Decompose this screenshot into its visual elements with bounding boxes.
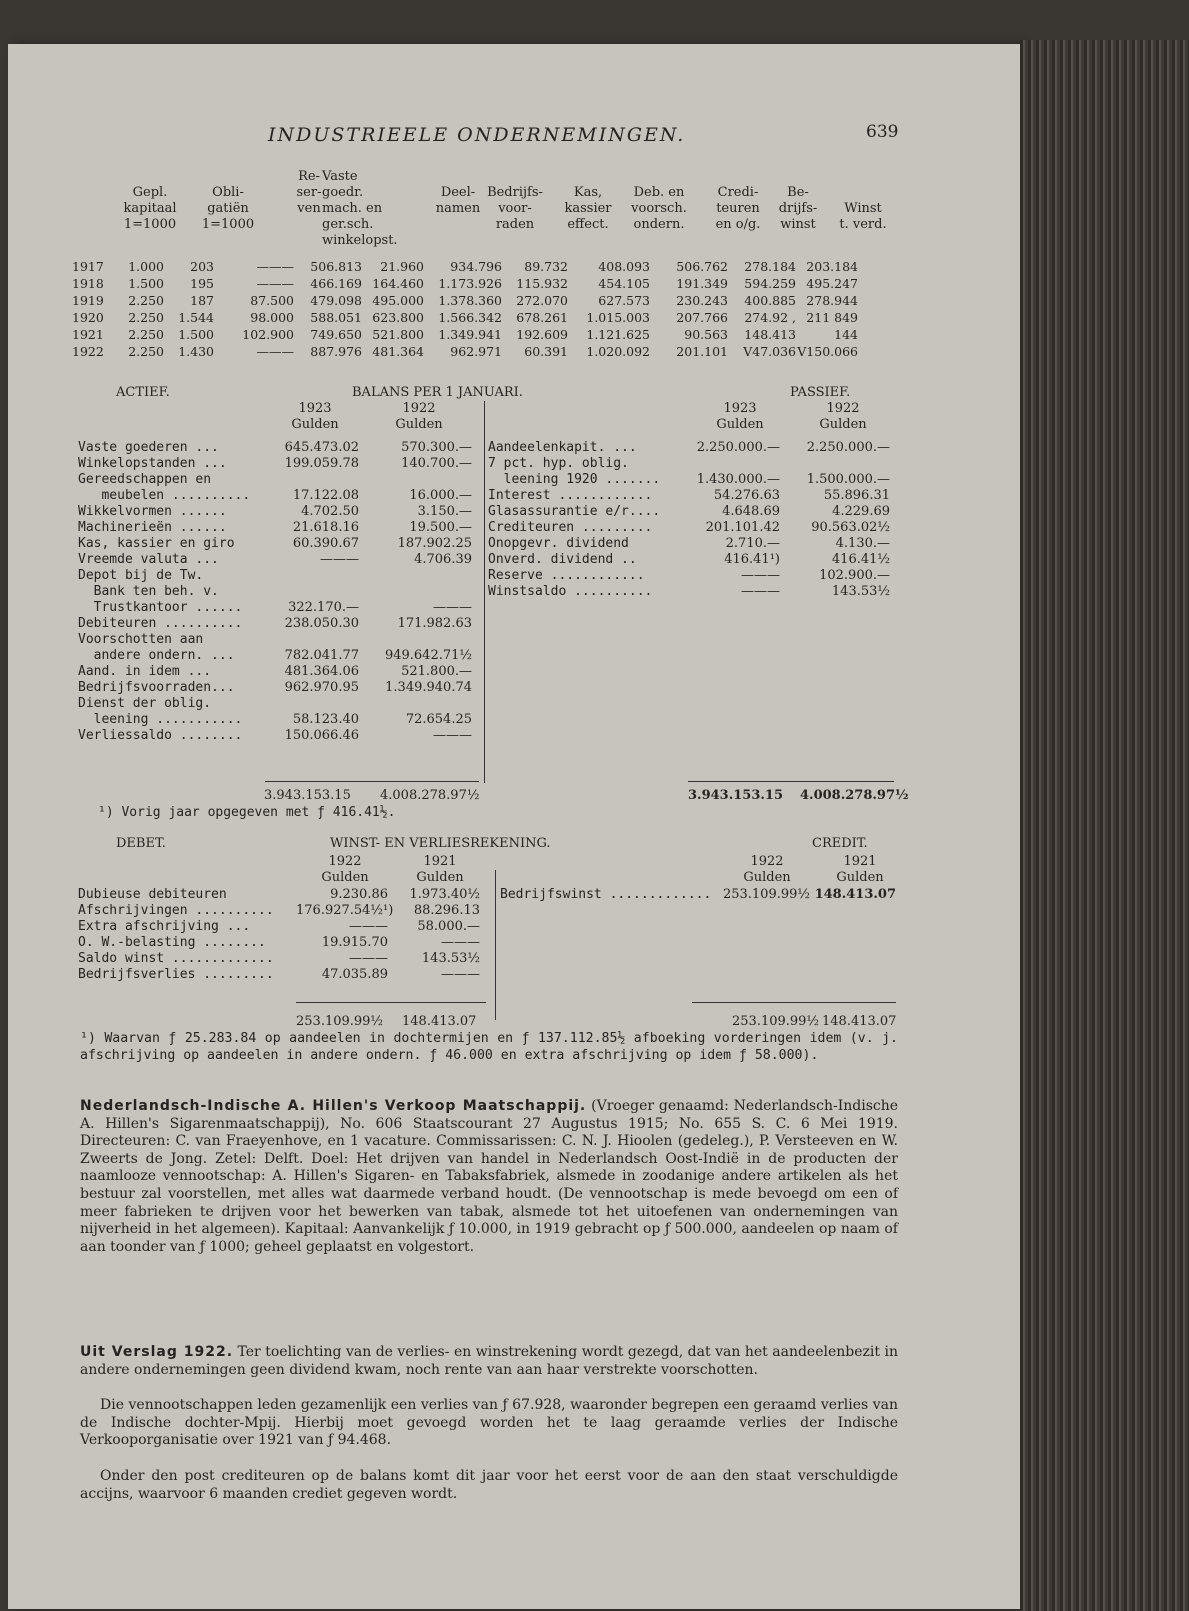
- actief-row-value: 4.706.39: [414, 552, 472, 567]
- stats-col-header: Deel- namen: [435, 185, 481, 216]
- actief-row-label: Dienst der oblig.: [78, 696, 212, 711]
- page-number: 639: [866, 122, 899, 142]
- stats-value-cell: V47.036: [743, 344, 796, 359]
- actief-row-value: 481.364.06: [284, 664, 359, 679]
- passief-row-value: 2.710.—: [725, 536, 780, 551]
- actief-row-value: 645.473.02: [284, 440, 359, 455]
- stats-row: [72, 275, 858, 292]
- passief-row-value: 90.563.02½: [811, 520, 890, 535]
- passief-row-label: Winstsaldo ..........: [488, 584, 653, 599]
- actief-row-value: 962.970.95: [284, 680, 359, 695]
- wv-total-1922-credit: 253.109.99½: [732, 1014, 820, 1029]
- passief-row-value: 4.648.69: [722, 504, 780, 519]
- stats-value-cell: ———: [256, 344, 294, 359]
- stats-col-header: Gepl. kapitaal 1=1000: [123, 185, 177, 232]
- passief-row-value: ———: [741, 568, 780, 583]
- stats-value-cell: 1.566.342: [438, 310, 502, 325]
- debet-row-label: Saldo winst .............: [78, 951, 274, 966]
- passief-row-label: Onopgevr. dividend: [488, 536, 629, 551]
- stats-row: [72, 326, 858, 343]
- stats-value-cell: 1.020.092: [586, 344, 650, 359]
- unit-header: Gulden: [291, 417, 339, 432]
- stats-value-cell: 481.364: [372, 344, 424, 359]
- actief-row-value: 187.902.25: [397, 536, 472, 551]
- stats-value-cell: 749.650: [310, 327, 362, 342]
- passief-heading: PASSIEF.: [790, 385, 851, 400]
- actief-row-value: 60.390.67: [292, 536, 359, 551]
- debet-row-value: 176.927.54½¹): [296, 903, 394, 918]
- passief-row-label: Glasassurantie e/r....: [488, 504, 661, 519]
- debet-row-value: 1.973.40½: [409, 887, 480, 902]
- year-header: 1922: [750, 854, 784, 869]
- unit-header: Gulden: [416, 870, 464, 885]
- stats-value-cell: 627.573: [598, 293, 650, 308]
- unit-header: Gulden: [836, 870, 884, 885]
- stats-value-cell: 623.800: [372, 310, 424, 325]
- actief-row-label: Gereedschappen en: [78, 472, 212, 487]
- actief-labels: [78, 440, 273, 744]
- unit-header: Gulden: [716, 417, 764, 432]
- total-rule: [692, 1002, 896, 1003]
- debet-row-value: ———: [441, 967, 480, 982]
- passief-labels: [488, 440, 683, 600]
- stats-value-cell: 466.169: [310, 276, 362, 291]
- stats-value-cell: 2.250: [128, 293, 164, 308]
- verslag-paragraph-3: Onder den post crediteuren op de balans komt dit jaar voor het eerst voor de aan den staat verschuldigde accijns, waarvoor 6 maanden crediet gegeven wordt.: [80, 1468, 898, 1502]
- actief-row-label: Kas, kassier en giro: [78, 536, 235, 551]
- wv-total-1921: 148.413.07: [402, 1014, 477, 1029]
- passief-row-value: 2.250.000.—: [806, 440, 890, 455]
- passief-row-value: 416.41½: [831, 552, 890, 567]
- stats-row: [72, 343, 858, 360]
- statistics-table: [72, 258, 858, 360]
- actief-row-value: ———: [433, 600, 472, 615]
- stats-value-cell: 2.250: [128, 310, 164, 325]
- stats-col-header: Re- ser- ven: [296, 169, 322, 216]
- actief-row-label: Wikkelvormen ......: [78, 504, 227, 519]
- stats-value-cell: 192.609: [516, 327, 568, 342]
- passief-row-label: Reserve ............: [488, 568, 645, 583]
- stats-value-cell: 1.500: [178, 327, 214, 342]
- actief-row-label: Voorschotten aan: [78, 632, 204, 647]
- stats-value-cell: 479.098: [310, 293, 362, 308]
- balans-footnote: ¹) Vorig jaar opgegeven met ƒ 416.41½.: [98, 805, 396, 820]
- actief-row-value: ———: [320, 552, 359, 567]
- stats-value-cell: 408.093: [598, 259, 650, 274]
- actief-row-label: Vaste goederen ...: [78, 440, 219, 455]
- year-header: 1923: [723, 401, 757, 416]
- stats-value-cell: 164.460: [372, 276, 424, 291]
- wv-footnote: ¹) Waarvan ƒ 25.283.84 op aandeelen in dochtermijen en ƒ 137.112.85½ afboeking vorderingen idem (v. j. afschrijving op aandeelen in andere ondern. ƒ 46.000 en extra afschrijving op idem ƒ 58.000).: [80, 1031, 898, 1063]
- debet-heading: DEBET.: [116, 836, 166, 851]
- passief-row-value: 2.250.000.—: [696, 440, 780, 455]
- stats-value-cell: 89.732: [524, 259, 568, 274]
- stats-value-cell: 506.762: [676, 259, 728, 274]
- stats-row: [72, 292, 858, 309]
- stats-value-cell: 887.976: [310, 344, 362, 359]
- stats-col-header: Winst t. verd.: [839, 201, 887, 232]
- actief-row-value: 521.800.—: [401, 664, 472, 679]
- actief-row-label: Bedrijfsvoorraden...: [78, 680, 235, 695]
- year-header: 1923: [298, 401, 332, 416]
- debet-values-1921: [396, 887, 480, 983]
- debet-row-value: 19.915.70: [321, 935, 388, 950]
- passief-row-value: 54.276.63: [713, 488, 780, 503]
- stats-value-cell: 506.813: [310, 259, 362, 274]
- actief-row-label: leening ...........: [78, 712, 243, 727]
- actief-row-value: 16.000.—: [409, 488, 472, 503]
- passief-row-value: ———: [741, 584, 780, 599]
- actief-row-value: [376, 584, 472, 600]
- stats-row: [72, 309, 858, 326]
- stats-value-cell: 203: [190, 259, 214, 274]
- credit-label: Bedrijfswinst .............: [500, 887, 712, 902]
- unit-header: Gulden: [321, 870, 369, 885]
- stats-value-cell: 115.932: [516, 276, 568, 291]
- stats-value-cell: 278.944: [806, 293, 858, 308]
- stats-value-cell: 274.92 ,: [744, 310, 796, 325]
- company-name: Nederlandsch-Indische A. Hillen's Verkoop Maatschappij.: [80, 1098, 587, 1114]
- actief-row-value: ———: [433, 728, 472, 743]
- actief-row-value: [376, 632, 472, 648]
- passief-row-value: [786, 456, 890, 472]
- company-text: (Vroeger genaamd: Nederlandsch-Indische A. Hillen's Sigarenmaatschappij), No. 606 Staatscourant 27 Augustus 1915; No. 655 S. C. 6 Mei 1919. Directeuren: C. van Fraeyenhove, en 1 vacature. Commissarissen: C. N. J. Hioolen (gedeleg.), P. Versteeven en W. Zweerts de Jong. Zetel: Delft. Doel: Het drijven van handel in Nederlandsch Oost-Indië in de producten der naamlooze vennootschap: A. Hillen's Sigaren- en Tabaksfabriek, alsmede in zoodanige andere artikelen als het bestuur zal voorstellen, met alles wat daarmede verband houdt. (De vennootschap is mede bevoegd om een of meer fabrieken te drijven voor het bewerken van tabak, alsmede tot het uitoefenen van ondernemingen van nijverheid in het algemeen). Kapitaal: Aanvankelijk ƒ 10.000, in 1919 gebracht op ƒ 500.000, aandeelen op naam of aan toonder van ƒ 1000; geheel geplaatst en volgestort.: [80, 1098, 899, 1255]
- actief-row-value: 570.300.—: [401, 440, 472, 455]
- stats-value-cell: 1.430: [178, 344, 214, 359]
- stats-value-cell: 678.261: [516, 310, 568, 325]
- stats-value-cell: 87.500: [250, 293, 294, 308]
- stats-value-cell: 588.051: [310, 310, 362, 325]
- stats-col-header: Be- drijfs- winst: [778, 185, 818, 232]
- actief-row-label: Winkelopstanden ...: [78, 456, 227, 471]
- passief-row-label: leening 1920 .......: [488, 472, 661, 487]
- year-header: 1922: [328, 854, 362, 869]
- passief-row-value: 1.500.000.—: [806, 472, 890, 487]
- stats-value-cell: 211 849: [806, 310, 858, 325]
- actief-row-label: Verliessaldo ........: [78, 728, 243, 743]
- debet-row-label: Extra afschrijving ...: [78, 919, 251, 934]
- stats-value-cell: ———: [256, 259, 294, 274]
- balans-title: BALANS PER 1 JANUARI.: [352, 385, 523, 400]
- passief-row-label: Onverd. dividend ..: [488, 552, 637, 567]
- stats-value-cell: 521.800: [372, 327, 424, 342]
- column-divider: [495, 870, 496, 1020]
- stats-value-cell: 934.796: [450, 259, 502, 274]
- stats-value-cell: 201.101: [676, 344, 728, 359]
- debet-row-label: Dubieuse debiteuren: [78, 887, 227, 902]
- actief-heading: ACTIEF.: [116, 385, 170, 400]
- debet-row-value: 47.035.89: [321, 967, 388, 982]
- actief-row-value: 72.654.25: [405, 712, 472, 727]
- stats-col-header: Obli- gatiën 1=1000: [201, 185, 255, 232]
- stats-value-cell: 1.544: [178, 310, 214, 325]
- credit-heading: CREDIT.: [812, 836, 868, 851]
- stats-value-cell: 191.349: [676, 276, 728, 291]
- actief-row-value: 21.618.16: [292, 520, 359, 535]
- stats-year-cell: 1917: [72, 259, 104, 274]
- stats-value-cell: 278.184: [744, 259, 796, 274]
- stats-value-cell: 1.173.926: [438, 276, 502, 291]
- company-paragraph: [80, 1098, 898, 1256]
- verslag-heading: Uit Verslag 1922.: [80, 1344, 234, 1360]
- stats-value-cell: 2.250: [128, 344, 164, 359]
- page-header-title: INDUSTRIEELE ONDERNEMINGEN.: [268, 124, 686, 146]
- unit-header: Gulden: [395, 417, 443, 432]
- actief-row-value: 19.500.—: [409, 520, 472, 535]
- actief-row-label: Trustkantoor ......: [78, 600, 243, 615]
- credit-value-1922: 253.109.99½: [722, 887, 810, 902]
- actief-row-value: 199.059.78: [284, 456, 359, 471]
- passief-row-value: 143.53½: [831, 584, 890, 599]
- actief-row-label: Bank ten beh. v.: [78, 584, 219, 599]
- stats-value-cell: 230.243: [676, 293, 728, 308]
- stats-value-cell: 1.500: [128, 276, 164, 291]
- stats-value-cell: 495.000: [372, 293, 424, 308]
- stats-value-cell: 144: [834, 327, 858, 342]
- unit-header: Gulden: [743, 870, 791, 885]
- passief-row-value: [680, 456, 780, 472]
- actief-row-value: [275, 632, 359, 648]
- stats-year-cell: 1920: [72, 310, 104, 325]
- column-divider: [484, 401, 485, 783]
- actief-row-value: 3.150.—: [417, 504, 472, 519]
- actief-row-value: 782.041.77: [284, 648, 359, 663]
- debet-row-label: Afschrijvingen ..........: [78, 903, 274, 918]
- stats-value-cell: V150.066: [797, 344, 858, 359]
- debet-row-value: ———: [441, 935, 480, 950]
- passief-row-label: Interest ............: [488, 488, 653, 503]
- actief-row-value: [275, 696, 359, 712]
- actief-row-value: 171.982.63: [397, 616, 472, 631]
- actief-row-value: [376, 696, 472, 712]
- wv-total-1922: 253.109.99½: [296, 1014, 384, 1029]
- passief-row-value: 416.41¹): [724, 552, 780, 567]
- debet-values-1922: [296, 887, 394, 983]
- debet-row-value: ———: [349, 919, 388, 934]
- actief-row-value: [275, 584, 359, 600]
- actief-values-1922: [376, 440, 472, 744]
- stats-col-header: Vaste goedr. mach. en ger.sch. winkelopst.: [322, 169, 398, 248]
- credit-value-1921: 148.413.07: [814, 887, 896, 902]
- actief-row-value: [275, 568, 359, 584]
- stats-col-header: Deb. en voorsch. ondern.: [631, 185, 687, 232]
- stats-value-cell: 203.184: [806, 259, 858, 274]
- stats-year-cell: 1921: [72, 327, 104, 342]
- actief-row-label: Vreemde valuta ...: [78, 552, 219, 567]
- debet-row-value: ———: [349, 951, 388, 966]
- total-rule: [296, 1002, 486, 1003]
- stats-value-cell: 148.413: [744, 327, 796, 342]
- stats-col-header: Credi- teuren en o/g.: [715, 185, 761, 232]
- stats-value-cell: 207.766: [676, 310, 728, 325]
- passief-row-value: 201.101.42: [705, 520, 780, 535]
- passief-row-label: Crediteuren .........: [488, 520, 653, 535]
- actief-row-value: 322.170.—: [288, 600, 359, 615]
- debet-row-label: O. W.-belasting ........: [78, 935, 266, 950]
- passief-row-label: Aandeelenkapit. ...: [488, 440, 637, 455]
- stats-value-cell: 98.000: [250, 310, 294, 325]
- year-header: 1921: [423, 854, 457, 869]
- actief-row-value: [275, 472, 359, 488]
- debet-row-value: 58.000.—: [417, 919, 480, 934]
- stats-value-cell: 1.000: [128, 259, 164, 274]
- stats-value-cell: 1.121.625: [586, 327, 650, 342]
- total-rule: [688, 781, 894, 782]
- passief-row-value: 102.900.—: [819, 568, 890, 583]
- actief-row-value: [376, 472, 472, 488]
- stats-col-header: Kas, kassier effect.: [564, 185, 612, 232]
- stats-value-cell: 2.250: [128, 327, 164, 342]
- actief-row-label: meubelen ..........: [78, 488, 251, 503]
- actief-row-value: 1.349.940.74: [385, 680, 472, 695]
- stats-year-cell: 1919: [72, 293, 104, 308]
- stats-value-cell: 400.885: [744, 293, 796, 308]
- stats-value-cell: 594.259: [744, 276, 796, 291]
- stats-value-cell: ———: [256, 276, 294, 291]
- debet-row-value: 9.230.86: [330, 887, 388, 902]
- unit-header: Gulden: [819, 417, 867, 432]
- actief-row-value: 150.066.46: [284, 728, 359, 743]
- stats-value-cell: 454.105: [598, 276, 650, 291]
- passief-row-label: 7 pct. hyp. oblig.: [488, 456, 629, 471]
- passief-row-value: 55.896.31: [823, 488, 890, 503]
- balans-total-1923-passief: 3.943.153.15: [688, 788, 783, 803]
- stats-value-cell: 102.900: [242, 327, 294, 342]
- winst-verlies-title: WINST- EN VERLIESREKENING.: [330, 836, 551, 851]
- stats-value-cell: 187: [190, 293, 214, 308]
- stats-year-cell: 1918: [72, 276, 104, 291]
- debet-row-value: 88.296.13: [413, 903, 480, 918]
- actief-values-1923: [275, 440, 359, 744]
- verslag-text-1: Ter toelichting van de verlies- en winstrekening wordt gezegd, dat van het aandeelenbezit in andere ondernemingen geen dividend kwam, noch rente van aan haar verstrekte voorschotten.: [80, 1344, 898, 1378]
- verslag-paragraph-2: Die vennootschappen leden gezamenlijk een verlies van ƒ 67.928, waaronder begrepen een geraamd verlies van de Indische dochter-Mpij. Hierbij moet gevoegd worden het te laag geraamde verlies der Indische Verkooporganisatie over 1921 van ƒ 94.468.: [80, 1397, 898, 1449]
- stats-value-cell: 1.378.360: [438, 293, 502, 308]
- year-header: 1921: [843, 854, 877, 869]
- stats-value-cell: 1.349.941: [438, 327, 502, 342]
- year-header: 1922: [826, 401, 860, 416]
- actief-row-value: 140.700.—: [401, 456, 472, 471]
- actief-row-label: Machinerieën ......: [78, 520, 227, 535]
- debet-row-value: 143.53½: [421, 951, 480, 966]
- book-page-edge: [1020, 40, 1189, 1611]
- stats-col-header: Bedrijfs- voor- raden: [487, 185, 543, 232]
- year-header: 1922: [402, 401, 436, 416]
- actief-row-value: 949.642.71½: [384, 648, 472, 663]
- actief-row-label: Depot bij de Tw.: [78, 568, 204, 583]
- stats-value-cell: 1.015.003: [586, 310, 650, 325]
- actief-row-value: [376, 568, 472, 584]
- passief-row-value: 4.229.69: [832, 504, 890, 519]
- stats-value-cell: 21.960: [380, 259, 424, 274]
- actief-row-value: 17.122.08: [292, 488, 359, 503]
- actief-row-value: 58.123.40: [292, 712, 359, 727]
- stats-value-cell: 495.247: [806, 276, 858, 291]
- passief-row-value: 4.130.—: [835, 536, 890, 551]
- actief-row-value: 238.050.30: [284, 616, 359, 631]
- passief-row-value: 1.430.000.—: [696, 472, 780, 487]
- stats-value-cell: 195: [190, 276, 214, 291]
- passief-values-1923: [680, 440, 780, 600]
- actief-row-label: Debiteuren ..........: [78, 616, 243, 631]
- stats-value-cell: 90.563: [684, 327, 728, 342]
- total-rule: [265, 781, 479, 782]
- stats-row: [72, 258, 858, 275]
- actief-row-label: andere ondern. ...: [78, 648, 235, 663]
- stats-value-cell: 962.971: [450, 344, 502, 359]
- actief-row-value: 4.702.50: [301, 504, 359, 519]
- verslag-paragraph: [80, 1344, 898, 1379]
- wv-total-1921-credit: 148.413.07: [822, 1014, 897, 1029]
- stats-value-cell: 60.391: [524, 344, 568, 359]
- balans-total-1922-passief: 4.008.278.97½: [800, 788, 909, 803]
- debet-row-label: Bedrijfsverlies .........: [78, 967, 274, 982]
- balans-total-1923: 3.943.153.15: [264, 788, 351, 803]
- balans-total-1922: 4.008.278.97½: [380, 788, 480, 803]
- stats-year-cell: 1922: [72, 344, 104, 359]
- passief-values-1922: [786, 440, 890, 600]
- actief-row-label: Aand. in idem ...: [78, 664, 212, 679]
- stats-value-cell: 272.070: [516, 293, 568, 308]
- debet-labels: [78, 887, 303, 983]
